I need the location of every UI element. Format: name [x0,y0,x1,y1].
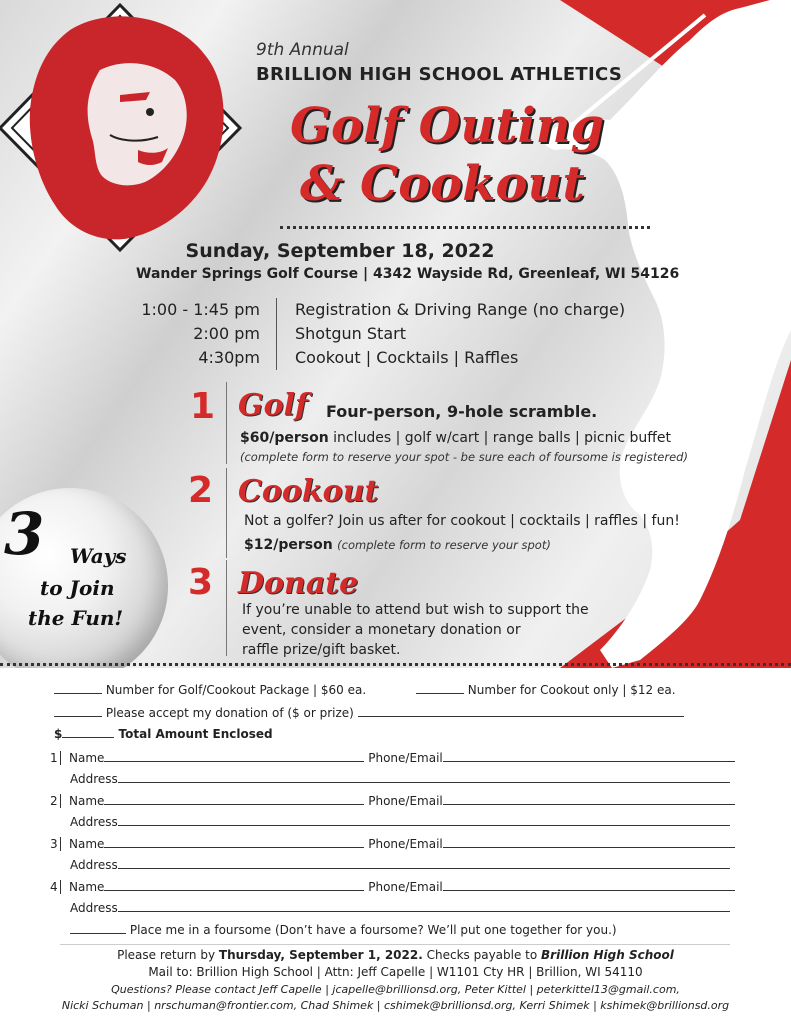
schedule-row [120,298,625,322]
form-row-quantities [54,682,676,697]
option-number: 2 [188,470,214,511]
schedule-row [120,346,625,370]
address-field[interactable] [118,900,730,912]
ways-text-line2: to Join [40,576,115,600]
name-label: Name [69,751,105,765]
name-label: Name [69,837,105,851]
cookout-only-label: Number for Cookout only | $12 ea. [467,683,676,697]
address-label: Address [70,858,118,872]
donation-amount-field[interactable] [54,705,102,717]
total-label: Total Amount Enclosed [118,727,273,741]
option-price: $60/person [240,430,329,446]
divider-dotted [280,226,650,229]
option-divider [226,560,227,656]
option-divider [226,468,227,558]
entry-number: 4 [50,880,58,894]
address-field[interactable] [118,771,730,783]
option-line: If you’re unable to attend but wish to support the [242,602,589,618]
event-date: Sunday, September 18, 2022 [185,240,495,262]
entry-number: 3 [50,837,58,851]
address-label: Address [70,901,118,915]
option-title-donate: Donate [238,566,359,601]
option-pricing [244,537,551,553]
ways-text-line3: the Fun! [28,606,124,630]
schedule-time: 2:00 pm [120,322,277,346]
phone-email-field[interactable] [443,879,735,891]
checks-label: Checks payable to [422,948,542,962]
form-row-total [54,726,273,741]
mail-address: Mail to: Brillion High School | Attn: Jeff Capelle | W1101 Cty HR | Brillion, WI 54110 [148,965,643,979]
schedule-desc: Shotgun Start [295,324,406,343]
option-number: 1 [190,386,216,427]
foursome-label: Place me in a foursome (Don’t have a foursome? We’ll put one together for you.) [129,923,617,937]
foursome-field[interactable] [70,922,126,934]
option-line: event, consider a monetary donation or [242,622,521,638]
return-instructions [0,948,791,962]
organizer-name: BRILLION HIGH SCHOOL ATHLETICS [256,64,623,85]
phone-email-field[interactable] [443,836,735,848]
schedule-desc: Registration & Driving Range (no charge) [295,300,626,319]
return-prefix: Please return by [117,948,219,962]
entry-address-row [70,857,730,872]
name-field[interactable] [104,750,364,762]
contact-line1: Questions? Please contact Jeff Capelle | jcapelle@brillionsd.org, Peter Kittel | peterkittel13@gmail.com, [111,983,680,996]
total-prefix: $ [54,727,63,741]
option-price: $12/person [244,537,333,553]
address-field[interactable] [118,814,730,826]
phone-email-label: Phone/Email [368,837,443,851]
return-date: Thursday, September 1, 2022. [218,948,423,962]
golf-package-field[interactable] [54,682,102,694]
golf-package-label: Number for Golf/Cookout Package | $60 ea. [105,683,367,697]
donation-description-field[interactable] [358,705,684,717]
donation-label: Please accept my donation of ($ or prize) [105,706,354,720]
entry-address-row [70,771,730,786]
option-title-cookout: Cookout [238,474,379,509]
name-label: Name [69,880,105,894]
entry-address-row [70,814,730,829]
option-details: Not a golfer? Join us after for cookout | cocktails | raffles | fun! [244,513,680,529]
name-field[interactable] [104,793,364,805]
option-details [240,430,671,446]
entry-number: 1 [50,751,58,765]
schedule-time: 4:30pm [120,346,277,370]
form-row-donation [54,705,684,720]
event-title-line1: Golf Outing [290,98,605,154]
footer-divider [60,944,730,945]
option-number: 3 [188,562,214,603]
event-title-line2: & Cookout [300,156,585,212]
entry-name-row [50,750,735,765]
phone-email-field[interactable] [443,793,735,805]
option-line: raffle prize/gift basket. [242,642,401,658]
entry-address-row [70,900,730,915]
name-field[interactable] [104,879,364,891]
option-divider [226,382,227,464]
event-venue: Wander Springs Golf Course | 4342 Wayside Rd, Greenleaf, WI 54126 [136,266,680,282]
entry-number: 2 [50,794,58,808]
contact-line2: Nicki Schuman | nrschuman@frontier.com, Chad Shimek | cshimek@brillionsd.org, Kerri Shimek | kshimek@brillionsd.org [61,999,730,1012]
ways-number: 3 [4,500,45,568]
name-label: Name [69,794,105,808]
schedule [120,298,625,370]
form-divider [0,663,791,666]
schedule-row [120,322,625,346]
entry-name-row [50,836,735,851]
foursome-row [70,922,617,937]
schedule-time: 1:00 - 1:45 pm [120,298,277,322]
entry-name-row [50,879,735,894]
phone-email-label: Phone/Email [368,751,443,765]
ways-text-line1: Ways [70,544,127,568]
lion-logo [0,0,260,260]
phone-email-label: Phone/Email [368,794,443,808]
address-label: Address [70,815,118,829]
checks-payee: Brillion High School [541,948,674,962]
total-amount-field[interactable] [62,726,114,738]
phone-email-field[interactable] [443,750,735,762]
schedule-desc: Cookout | Cocktails | Raffles [295,348,519,367]
edition-label: 9th Annual [256,40,349,60]
cookout-only-field[interactable] [416,682,464,694]
entry-name-row [50,793,735,808]
option-title-golf: Golf [238,388,308,423]
name-field[interactable] [104,836,364,848]
address-field[interactable] [118,857,730,869]
address-label: Address [70,772,118,786]
option-note: (complete form to reserve your spot - be sure each of foursome is registered) [240,450,688,464]
option-subtitle: Four-person, 9-hole scramble. [326,402,598,421]
phone-email-label: Phone/Email [368,880,443,894]
option-note: (complete form to reserve your spot) [337,538,551,552]
option-includes: includes | golf w/cart | range balls | picnic buffet [328,430,672,446]
